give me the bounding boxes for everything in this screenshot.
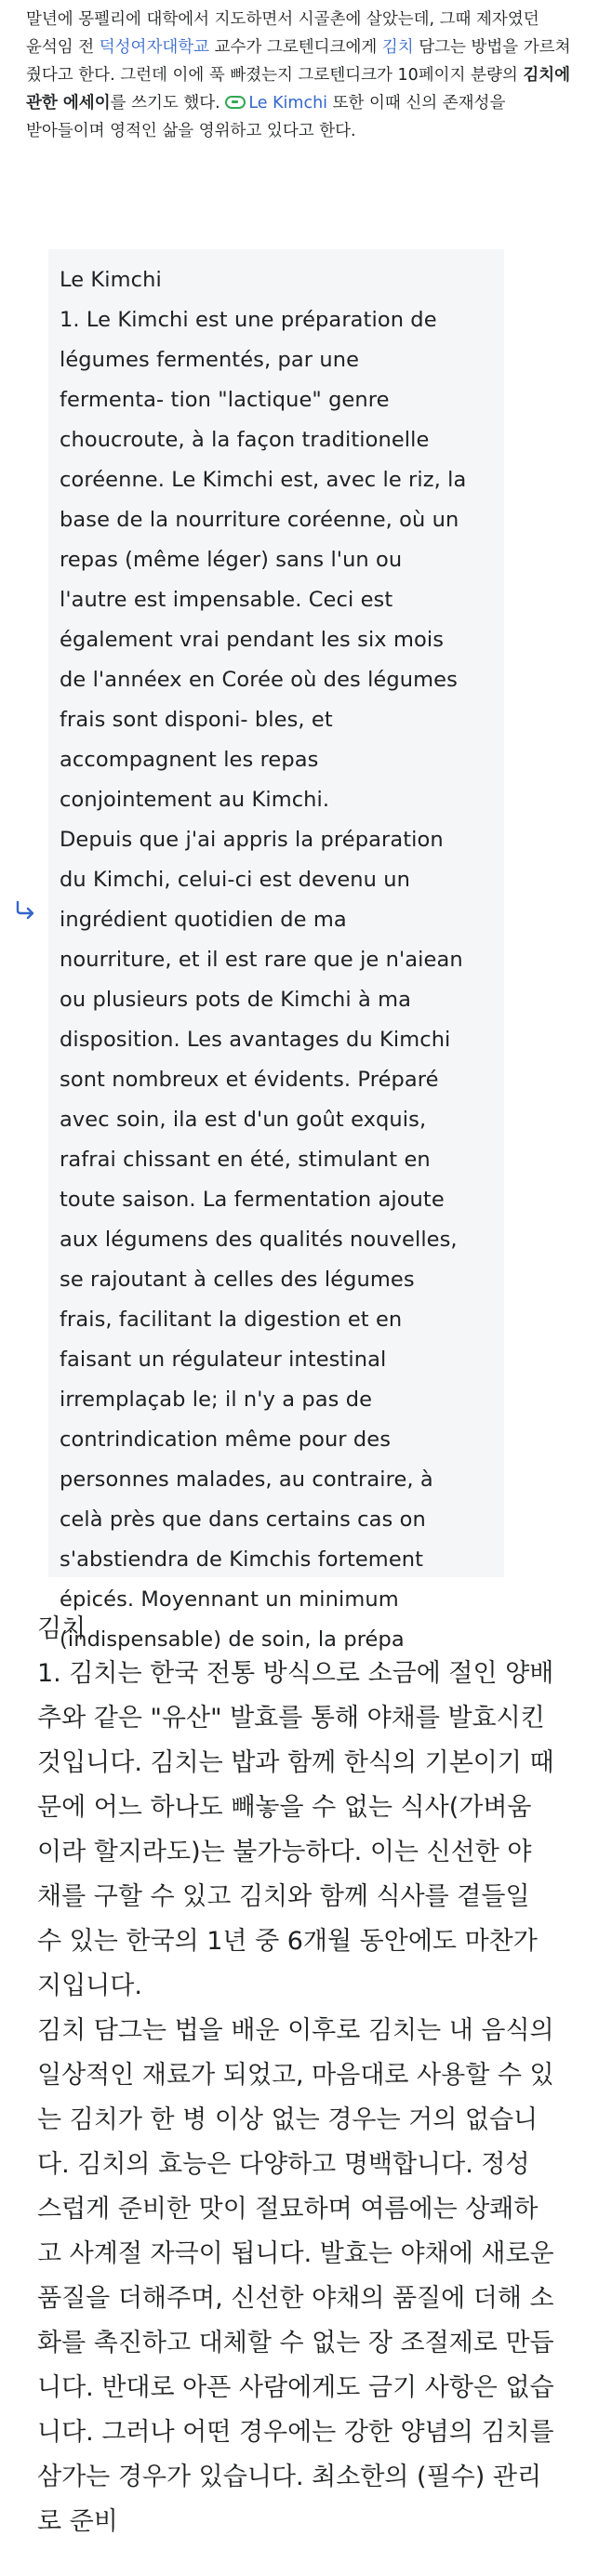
translation-line: 이라 할지라도)는 불가능하다. 이는 신선한 야 [37, 1838, 532, 1866]
quote-line: coréenne. Le Kimchi est, avec le riz, la [60, 468, 467, 492]
translation-line: 지입니다. [37, 1972, 142, 2000]
intro-text-1: 말년에 몽펠리에 대학에서 지도하면서 시골촌에 살았는데, 그때 제자였던 윤석임 전 [26, 10, 539, 57]
quote-line: ingrédient quotidien de ma [60, 908, 347, 932]
quote-line: de l'annéex en Corée où des légumes [60, 668, 458, 692]
quote-line: faisant un régulateur intestinal [60, 1348, 387, 1372]
quote-line: disposition. Les avantages du Kimchi [60, 1028, 451, 1052]
quote-line: conjointement au Kimchi. [60, 788, 330, 812]
quote-line: fermenta- tion "lactique" genre [60, 388, 390, 412]
translation-line: 채를 구할 수 있고 김치와 함께 식사를 곁들일 [37, 1882, 530, 1911]
quote-line: nourriture, et il est rare que je n'aiean [60, 948, 463, 972]
translation-line: 1. 김치는 한국 전통 방식으로 소금에 절인 양배 [37, 1659, 554, 1688]
quote-line: avec soin, ila est d'un goût exquis, [60, 1108, 427, 1132]
korean-translation [37, 1607, 595, 2544]
intro-text-3: 담그는 방법을 가르쳐 줬다고 한다. 그런데 이에 푹 빠졌는지 그로텐디크가 10페이지 분량의 [26, 38, 571, 85]
quote-line: base de la nourriture coréenne, où un [60, 508, 459, 532]
intro-paragraph [26, 6, 588, 145]
translation-line: 일상적인 재료가 되었고, 마음대로 사용할 수 있 [37, 2061, 554, 2090]
quote-line: personnes malades, au contraire, à [60, 1467, 433, 1492]
translation-line: 추와 같은 "유산" 발효를 통해 야채를 발효시킨 [37, 1704, 545, 1733]
quote-line: épicés. Moyennant un minimum [60, 1587, 399, 1612]
translation-line: 것입니다. 김치는 밥과 함께 한식의 기본이기 때 [37, 1748, 554, 1777]
translation-line: 는 김치가 한 병 이상 없는 경우는 거의 없습니 [37, 2105, 539, 2134]
quote-line: celà près que dans certains cas on [60, 1507, 426, 1532]
quote-line: légumes fermentés, par une [60, 348, 360, 372]
quote-line: frais sont disponi- bles, et [60, 708, 333, 732]
translation-line: 김치 [37, 1614, 86, 1643]
link-icon [225, 96, 246, 109]
translation-line: 고 사계절 자극이 됩니다. 발효는 야채에 새로운 [37, 2239, 554, 2268]
quote-line: l'autre est impensable. Ceci est [60, 588, 393, 612]
translation-line: 화를 촉진하고 대체할 수 없는 장 조절제로 만듭 [37, 2329, 554, 2357]
translation-line: 삼가는 경우가 있습니다. 최소한의 (필수) 관리 [37, 2463, 542, 2491]
quote-line: 1. Le Kimchi est une préparation de [60, 308, 437, 332]
quote-line: sont nombreux et évidents. Préparé [60, 1068, 439, 1092]
intro-text-5: 또한 이때 신의 존재성을 받아들이며 영적인 삶을 영위하고 있다고 한다. [26, 94, 506, 140]
quote-line: repas (même léger) sans l'un ou [60, 548, 403, 572]
quote-line: également vrai pendant les six mois [60, 628, 445, 652]
french-essay-quote [60, 260, 497, 1660]
university-link[interactable]: 덕성여자대학교 [99, 38, 210, 57]
quote-line: se rajoutant à celles des légumes [60, 1268, 415, 1292]
intro-text-2: 교수가 그로텐디크에게 [209, 38, 382, 57]
translation-line: 니다. 그러나 어떤 경우에는 강한 양념의 김치를 [37, 2418, 554, 2447]
quote-line: contrindication même pour des [60, 1427, 392, 1452]
quote-line: (indispensable) de soin, la prépa [60, 1627, 405, 1652]
intro-text-4: 를 쓰기도 했다. [110, 94, 226, 113]
translation-line: 로 준비 [37, 2507, 118, 2536]
translation-line: 문에 어느 하나도 빼놓을 수 없는 식사(가벼움 [37, 1793, 532, 1822]
return-arrow-icon [15, 900, 37, 919]
quote-line: Le Kimchi [60, 268, 162, 292]
quote-line: aux légumens des qualités nouvelles, [60, 1228, 458, 1252]
translation-line: 수 있는 한국의 1년 중 6개월 동안에도 마찬가 [37, 1927, 538, 1956]
quote-line: accompagnent les repas [60, 748, 319, 772]
quote-line: du Kimchi, celui-ci est devenu un [60, 868, 410, 892]
quote-line: toute saison. La fermentation ajoute [60, 1188, 445, 1212]
quote-line: rafrai chissant en été, stimulant en [60, 1148, 431, 1172]
quote-line: irremplaçab le; il n'y a pas de [60, 1388, 373, 1412]
le-kimchi-external-link[interactable] [225, 94, 327, 113]
translation-line: 스럽게 준비한 맛이 절묘하며 여름에는 상쾌하 [37, 2195, 539, 2224]
translation-line: 니다. 반대로 아픈 사람에게도 금기 사항은 없습 [37, 2373, 554, 2402]
quote-line: Depuis que j'ai appris la préparation [60, 828, 444, 852]
quote-line: frais, facilitant la digestion et en [60, 1308, 403, 1332]
le-kimchi-link-label: Le Kimchi [248, 94, 328, 113]
kimchi-link[interactable]: 김치 [381, 38, 414, 57]
quote-line: choucroute, à la façon traditionelle [60, 428, 430, 452]
essay-bold-text: 김치에 관한 에세이 [26, 66, 571, 113]
quote-line: s'abstiendra de Kimchis fortement [60, 1547, 424, 1572]
translation-line: 품질을 더해주며, 신선한 야채의 품질에 더해 소 [37, 2284, 554, 2313]
translation-line: 다. 김치의 효능은 다양하고 명백합니다. 정성 [37, 2150, 530, 2179]
quote-line: ou plusieurs pots de Kimchi à ma [60, 988, 411, 1012]
translation-line: 김치 담그는 법을 배운 이후로 김치는 내 음식의 [37, 2016, 554, 2045]
